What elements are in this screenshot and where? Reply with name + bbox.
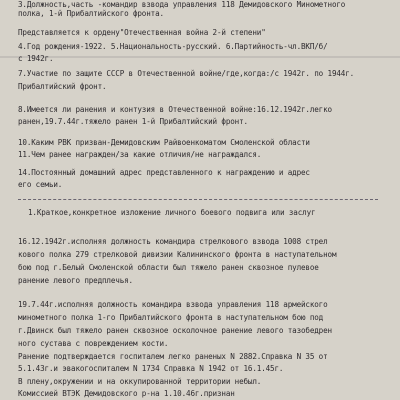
- text-line: полка, 1-й Прибалтийского фронта.: [18, 9, 164, 18]
- section-divider: [18, 199, 378, 200]
- text-line: В плену,окружении и на оккупированной территории небыл.: [18, 377, 262, 386]
- text-line: 14.Постоянный домашний адрес представленного к награждению и адрес: [18, 168, 310, 177]
- text-line: 10.Каким РВК призван-Демидовским Райвоенкоматом Смоленской области: [18, 138, 310, 147]
- text-line: минометного полка 1-го Прибалтийского фронта в наступательном бою под: [18, 313, 324, 322]
- text-line: 16.12.1942г.исполняя должность командира стрелкового взвода 1008 стрел: [18, 237, 328, 246]
- text-line: Прибалтийский фронт.: [18, 82, 107, 91]
- text-line: ранение левого предплечья.: [18, 276, 133, 285]
- text-line: 11.Чем ранее награжден/за какие отличия/не награждался.: [18, 150, 262, 159]
- text-line: его семьи.: [18, 180, 63, 189]
- text-line: 5.1.43г.и эвакогоспиталем N 1734 Справка N 1942 от 16.1.45г.: [18, 364, 284, 373]
- text-line: 8.Имеется ли ранения и контузия в Отечественной войне:16.12.1942г.легко: [18, 105, 332, 114]
- section-heading: 1.Краткое,конкретное изложение личного боевого подвига или заслуг: [28, 208, 316, 217]
- text-line: Представляется к ордену"Отечественная война 2-й степени": [18, 28, 266, 37]
- text-line: ного сустава с повреждением кости.: [18, 339, 169, 348]
- text-line: ранен,19.7.44г.тяжело ранен 1-й Прибалтийский фронт.: [18, 117, 248, 126]
- text-line: 3.Должность,часть -командир взвода управления 118 Демидовского Минометного: [18, 0, 346, 9]
- text-line: 19.7.44г.исполняя должность командира взвода управления 118 армейского: [18, 300, 328, 309]
- text-line: кового полка 279 стрелковой дивизии Калининского фронта в наступательном: [18, 250, 337, 259]
- text-line: г.Двинск был тяжело ранен сквозное осколочное ранение левого тазобедрен: [18, 326, 332, 335]
- text-line: бою под г.Белый Смоленской области был тяжело ранен сквозное пулевое: [18, 263, 319, 272]
- text-line: Ранение подтверждается госпиталем легко раненых N 2882.Справка N 35 от: [18, 352, 328, 361]
- text-line: Комиссией ВТЭК Демидовского р-на 1.10.46г.признан: [18, 389, 235, 398]
- text-line: с 1942г.: [18, 54, 54, 63]
- text-line: 4.Год рождения-1922. 5.Национальность-русский. 6.Партийность-чл.ВКП/б/: [18, 42, 328, 51]
- text-line: 7.Участие по защите СССР в Отечественной войне/где,когда:/с 1942г. по 1944г.: [18, 69, 355, 78]
